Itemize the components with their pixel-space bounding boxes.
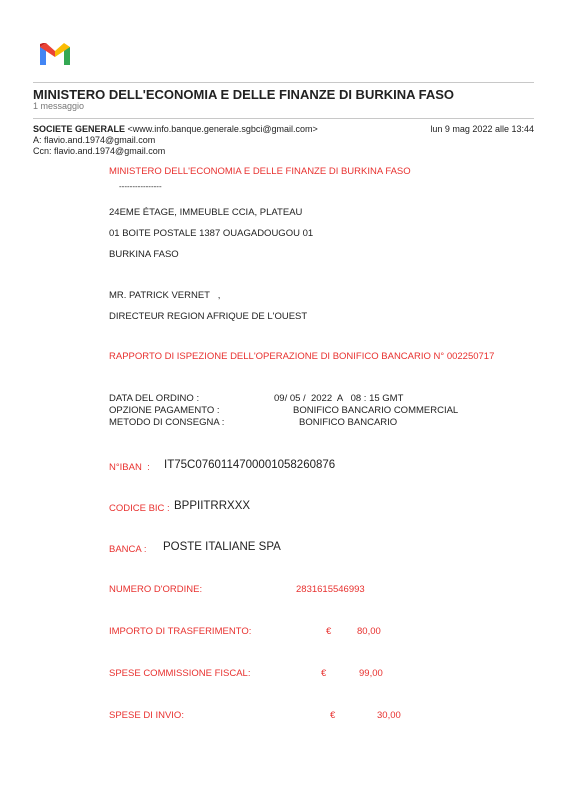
sender-email[interactable]: <www.info.banque.generale.sgbci@gmail.com> <box>127 124 318 134</box>
iban-label: N°IBAN : <box>109 462 150 473</box>
letter-heading: MINISTERO DELL'ECONOMIA E DELLE FINANZE DI BURKINA FASO <box>109 166 411 177</box>
header-divider <box>33 82 534 83</box>
delivery-method-label: METODO DI CONSEGNA : <box>109 417 225 428</box>
thread-divider <box>33 118 534 119</box>
sender-line <box>33 124 318 134</box>
delivery-method-value: BONIFICO BANCARIO <box>299 417 398 428</box>
order-number-value: 2831615546993 <box>296 584 365 595</box>
email-subject: MINISTERO DELL'ECONOMIA E DELLE FINANZE DI BURKINA FASO <box>33 87 455 102</box>
transfer-amount-label: IMPORTO DI TRASFERIMENTO: <box>109 626 252 637</box>
to-line: A: flavio.and.1974@gmail.com <box>33 135 156 145</box>
payment-option-value: BONIFICO BANCARIO COMMERCIAL <box>293 405 459 416</box>
shipping-fee-currency: € <box>330 710 336 721</box>
bic-value: BPPIITRRXXX <box>174 500 251 512</box>
iban-value: IT75C0760114700001058260876 <box>164 459 336 471</box>
bic-label: CODICE BIC : <box>109 503 170 514</box>
address-line-2: 01 BOITE POSTALE 1387 OUAGADOUGOU 01 <box>109 228 314 239</box>
message-count: 1 messaggio <box>33 101 85 111</box>
address-line-3: BURKINA FASO <box>109 249 179 260</box>
recipient-name: MR. PATRICK VERNET , <box>109 290 221 301</box>
sender-name: SOCIETE GENERALE <box>33 124 126 134</box>
payment-option-label: OPZIONE PAGAMENTO : <box>109 405 220 416</box>
shipping-fee-label: SPESE DI INVIO: <box>109 710 184 721</box>
gmail-logo-icon <box>40 43 70 65</box>
cc-line: Ccn: flavio.and.1974@gmail.com <box>33 146 166 156</box>
fiscal-fee-value: 99,00 <box>359 668 383 679</box>
shipping-fee-value: 30,00 <box>377 710 401 721</box>
recipient-title: DIRECTEUR REGION AFRIQUE DE L'OUEST <box>109 311 308 322</box>
letter-divider: ---------------- <box>119 182 162 191</box>
address-line-1: 24EME ÉTAGE, IMMEUBLE CCIA, PLATEAU <box>109 207 303 218</box>
bank-value: POSTE ITALIANE SPA <box>163 541 281 553</box>
fiscal-fee-label: SPESE COMMISSIONE FISCAL: <box>109 668 251 679</box>
email-date: lun 9 mag 2022 alle 13:44 <box>430 124 534 134</box>
bank-label: BANCA : <box>109 544 147 555</box>
order-date-label: DATA DEL ORDINO : <box>109 393 200 404</box>
fiscal-fee-currency: € <box>321 668 327 679</box>
order-number-label: NUMERO D'ORDINE: <box>109 584 203 595</box>
transfer-amount-value: 80,00 <box>357 626 381 637</box>
report-title: RAPPORTO DI ISPEZIONE DELL'OPERAZIONE DI BONIFICO BANCARIO N° 002250717 <box>109 351 495 362</box>
order-date-value: 09/ 05 / 2022 A 08 : 15 GMT <box>274 393 404 404</box>
transfer-amount-currency: € <box>326 626 332 637</box>
